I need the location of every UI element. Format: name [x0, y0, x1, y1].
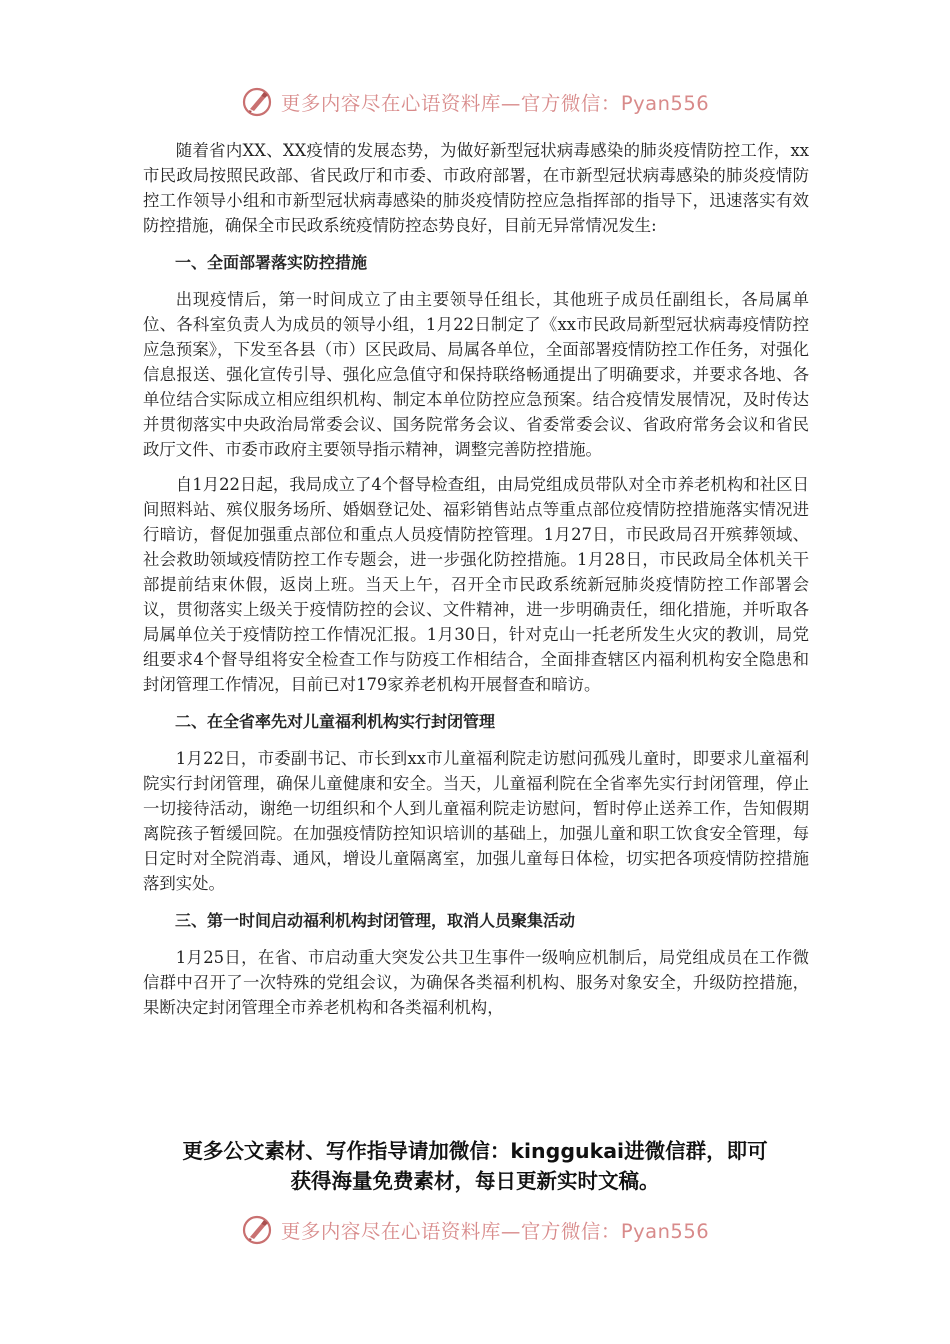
watermark-inner [241, 1214, 709, 1246]
watermark-text: 更多内容尽在心语资料库—官方微信：Pyan556 [280, 1220, 710, 1243]
intro-paragraph: 随着省内XX、XX疫情的发展态势，为做好新型冠状病毒感染的肺炎疫情防控工作，xx市民政局按照民政部、省民政厅和市委、市政府部署，在市新型冠状病毒感染的肺炎疫情防控工作领导小组和市新型冠状病毒感染的肺炎疫情防控应急指挥部的指导下，迅速落实有效防控措施，确保全市民政系统疫情防控态势良好，目前无异常情况发生: [143, 141, 809, 235]
section-3-paragraph-1: 1月25日，在省、市启动重大突发公共卫生事件一级响应机制后，局党组成员在工作微信群中召开了一次特殊的党组会议，为确保各类福利机构、服务对象安全，升级防控措施，果断决定封闭管理全市养老机构和各类福利机构， [143, 948, 809, 1017]
section-1-paragraph-2: 自1月22日起，我局成立了4个督导检查组，由局党组成员带队对全市养老机构和社区日间照料站、殡仪服务场所、婚姻登记处、福彩销售站点等重点部位疫情防控措施落实情况进行暗访，督促加强重点部位和重点人员疫情防控管理。1月27日，市民政局召开殡葬领域、社会救助领域疫情防控工作专题会，进一步强化防控措施。1月28日，市民政局全体机关干部提前结束休假，返岗上班。当天上午，召开全市民政系统新冠肺炎疫情防控工作部署会议，贯彻落实上级关于疫情防控的会议、文件精神，进一步明确责任，细化措施，并听取各局属单位关于疫情防控工作情况汇报。1月30日，针对克山一托老所发生火灾的教训，局党组要求4个督导组将安全检查工作与防疫工作相结合，全面排查辖区内福利机构安全隐患和封闭管理工作情况，目前已对179家养老机构开展督查和暗访。 [143, 475, 809, 694]
section-2-paragraph-1: 1月22日，市委副书记、市长到xx市儿童福利院走访慰问孤残儿童时，即要求儿童福利院实行封闭管理，确保儿童健康和安全。当天，儿童福利院在全省率先实行封闭管理，停止一切接待活动，谢绝一切组织和个人到儿童福利院走访慰问，暂时停止送养工作，告知假期离院孩子暂缓回院。在加强疫情防控知识培训的基础上，加强儿童和职工饮食安全管理，每日定时对全院消毒、通风，增设儿童隔离室，加强儿童每日体检，切实把各项疫情防控措施落到实处。 [143, 749, 809, 893]
watermark-inner [241, 86, 709, 118]
promo-line-2: 获得海量免费素材，每日更新实时文稿。 [290, 1169, 660, 1193]
brush-logo-icon [241, 86, 273, 118]
section-1-heading: 一、全面部署落实防控措施 [175, 253, 368, 272]
watermark-footer [0, 1210, 950, 1250]
section-1-paragraph-1: 出现疫情后，第一时间成立了由主要领导任组长，其他班子成员任副组长，各局属单位、各科室负责人为成员的领导小组，1月22日制定了《xx市民政局新型冠状病毒疫情防控应急预案》，下发至各县（市）区民政局、局属各单位，全面部署疫情防控工作任务，对强化信息报送、强化宣传引导、强化应急值守和保持联络畅通提出了明确要求，并要求各地、各单位结合实际成立相应组织机构、制定本单位防控应急预案。结合疫情发展情况，及时传达并贯彻落实中央政治局常委会议、国务院常务会议、省委常委会议、省政府常务会议和省民政厅文件、市委市政府主要领导指示精神，调整完善防控措施。 [143, 290, 809, 459]
document-body [143, 138, 809, 1020]
section-2-heading: 二、在全省率先对儿童福利机构实行封闭管理 [175, 712, 496, 731]
section-3-heading: 三、第一时间启动福利机构封闭管理，取消人员聚集活动 [175, 911, 576, 930]
watermark-header [0, 82, 950, 122]
promo-line-1: 更多公文素材、写作指导请加微信：kinggukai进微信群，即可 [182, 1139, 768, 1163]
watermark-text: 更多内容尽在心语资料库—官方微信：Pyan556 [280, 92, 710, 115]
wechat-promo-banner [100, 1136, 850, 1196]
brush-logo-icon [241, 1214, 273, 1246]
